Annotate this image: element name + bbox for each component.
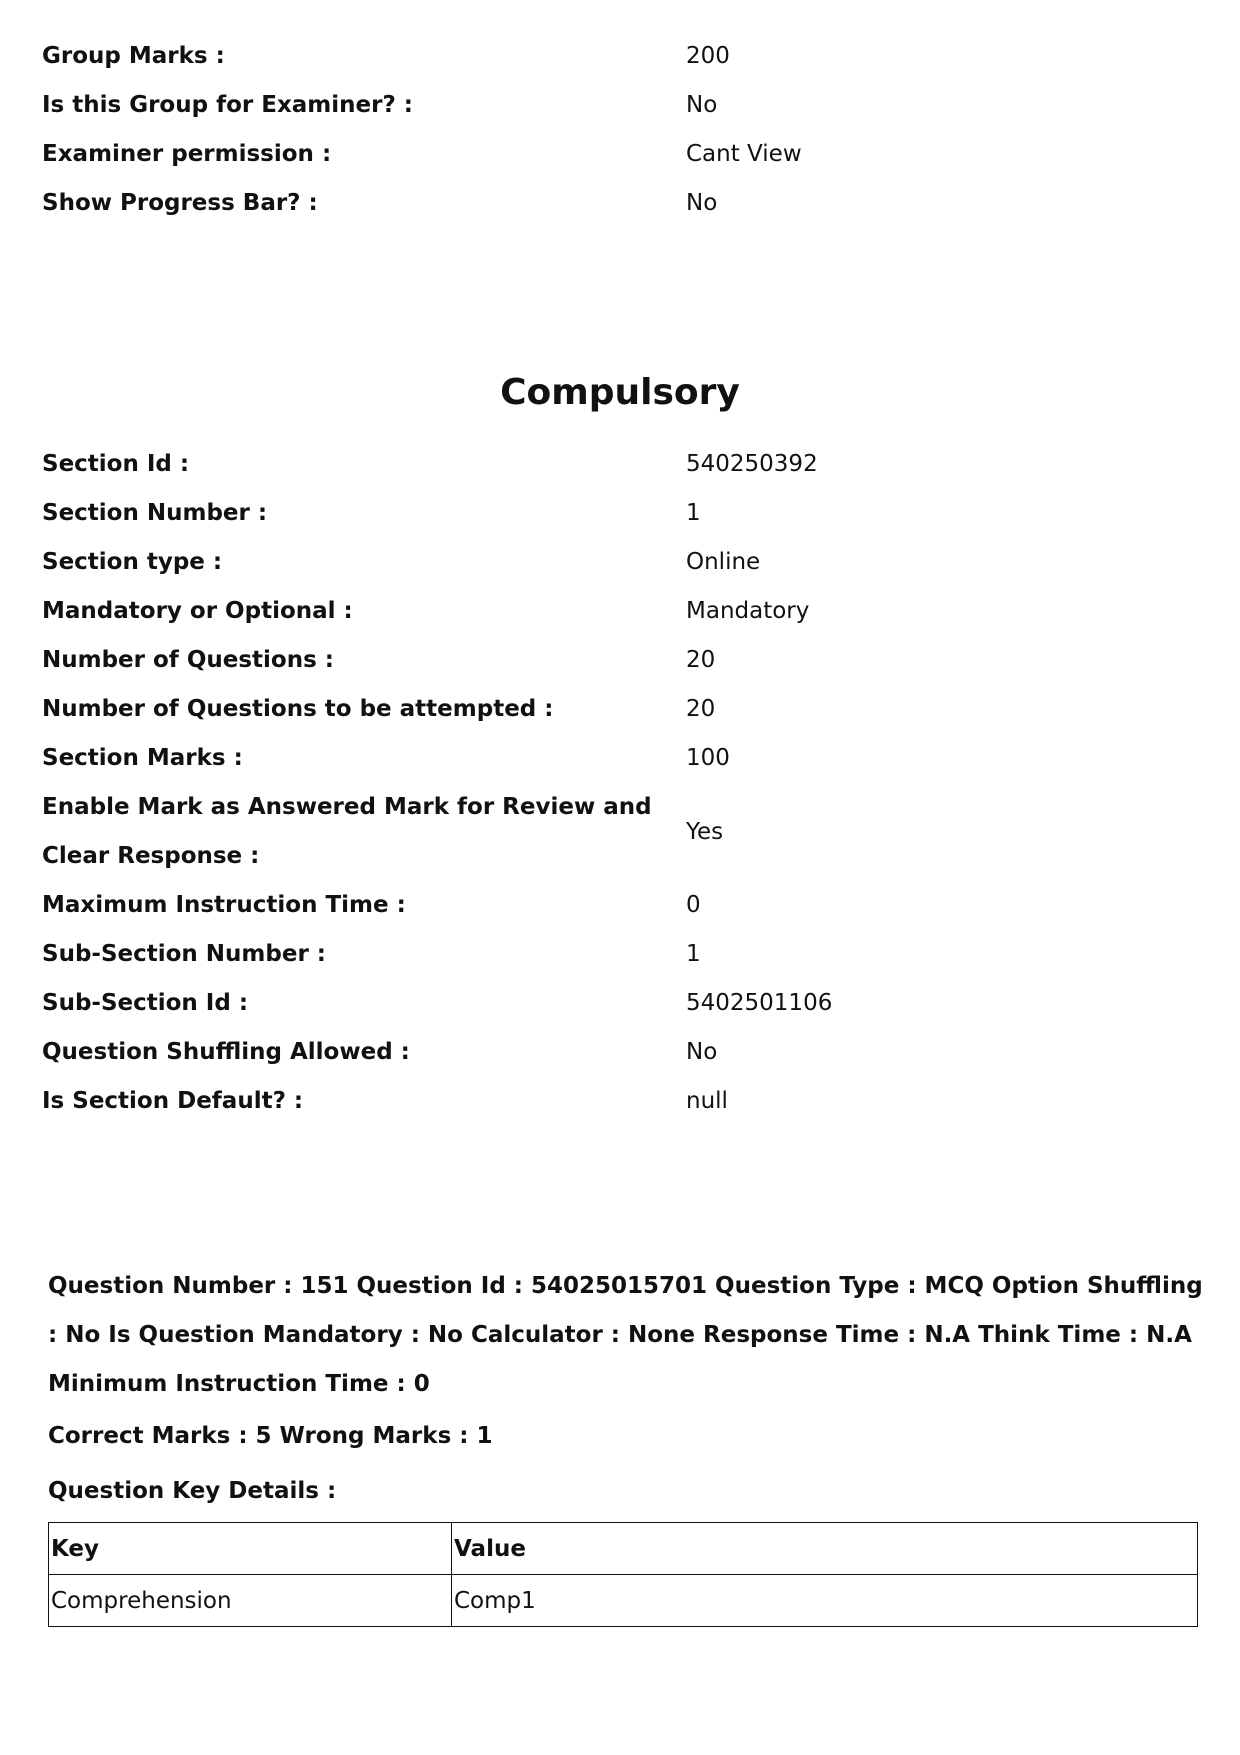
table-row <box>36 179 1206 228</box>
table-row <box>36 587 1206 636</box>
sub-section-id-value: 5402501106 <box>686 990 833 1016</box>
section-number-label: Section Number : <box>42 500 268 526</box>
section-id-value: 540250392 <box>686 451 818 477</box>
value-column-header: Value <box>452 1523 1198 1575</box>
question-shuffling-label: Question Shuffling Allowed : <box>42 1039 410 1065</box>
table-row <box>36 538 1206 587</box>
section-id-label: Section Id : <box>42 451 190 477</box>
value-cell: Comp1 <box>452 1575 1198 1627</box>
group-marks-label: Group Marks : <box>42 43 225 69</box>
table-header-row <box>49 1523 1198 1575</box>
question-key-details-heading: Question Key Details : <box>48 1478 337 1504</box>
table-row <box>36 489 1206 538</box>
question-header: Question Number : 151 Question Id : 54025015701 Question Type : MCQ Option Shuffling : No Is Question Mandatory : No Calculator : None Response Time : N.A Think Time : N.A Minimum Instruction Time : 0 <box>48 1273 1203 1397</box>
group-details-table <box>36 32 1206 228</box>
table-row <box>36 1077 1206 1126</box>
table-row <box>36 130 1206 179</box>
section-marks-label: Section Marks : <box>42 745 243 771</box>
enable-mark-answered-value: Yes <box>686 818 724 845</box>
questions-to-attempt-value: 20 <box>686 696 716 722</box>
section-title: Compulsory <box>500 372 740 413</box>
table-row <box>36 81 1206 130</box>
question-key-table <box>48 1522 1198 1627</box>
table-row <box>36 783 1206 881</box>
show-progress-bar-value: No <box>686 190 718 216</box>
sub-section-id-label: Sub-Section Id : <box>42 990 249 1016</box>
number-of-questions-value: 20 <box>686 647 716 673</box>
max-instruction-time-label: Maximum Instruction Time : <box>42 892 406 918</box>
section-type-value: Online <box>686 549 761 575</box>
mandatory-optional-value: Mandatory <box>686 598 810 624</box>
section-type-label: Section type : <box>42 549 223 575</box>
is-section-default-label: Is Section Default? : <box>42 1088 304 1114</box>
table-row <box>36 930 1206 979</box>
show-progress-bar-label: Show Progress Bar? : <box>42 190 318 216</box>
table-row <box>36 685 1206 734</box>
question-marks: Correct Marks : 5 Wrong Marks : 1 <box>48 1423 493 1449</box>
key-cell: Comprehension <box>49 1575 452 1627</box>
table-row <box>36 1028 1206 1077</box>
number-of-questions-label: Number of Questions : <box>42 647 334 673</box>
table-row <box>49 1575 1198 1627</box>
sub-section-number-value: 1 <box>686 941 701 967</box>
table-row <box>36 979 1206 1028</box>
sub-section-number-label: Sub-Section Number : <box>42 941 327 967</box>
question-shuffling-value: No <box>686 1039 718 1065</box>
mandatory-optional-label: Mandatory or Optional : <box>42 598 353 624</box>
group-marks-value: 200 <box>686 43 730 69</box>
section-details-table <box>36 440 1206 1126</box>
examiner-permission-value: Cant View <box>686 141 802 167</box>
table-row <box>36 32 1206 81</box>
table-row <box>36 440 1206 489</box>
enable-mark-answered-label: Enable Mark as Answered Mark for Review and Clear Response : <box>42 794 652 869</box>
group-for-examiner-label: Is this Group for Examiner? : <box>42 92 414 118</box>
table-row <box>36 734 1206 783</box>
group-for-examiner-value: No <box>686 92 718 118</box>
key-column-header: Key <box>49 1523 452 1575</box>
questions-to-attempt-label: Number of Questions to be attempted : <box>42 696 554 722</box>
section-number-value: 1 <box>686 500 701 526</box>
table-row <box>36 881 1206 930</box>
is-section-default-value: null <box>686 1088 728 1114</box>
max-instruction-time-value: 0 <box>686 892 701 918</box>
examiner-permission-label: Examiner permission : <box>42 141 332 167</box>
table-row <box>36 636 1206 685</box>
section-marks-value: 100 <box>686 745 730 771</box>
